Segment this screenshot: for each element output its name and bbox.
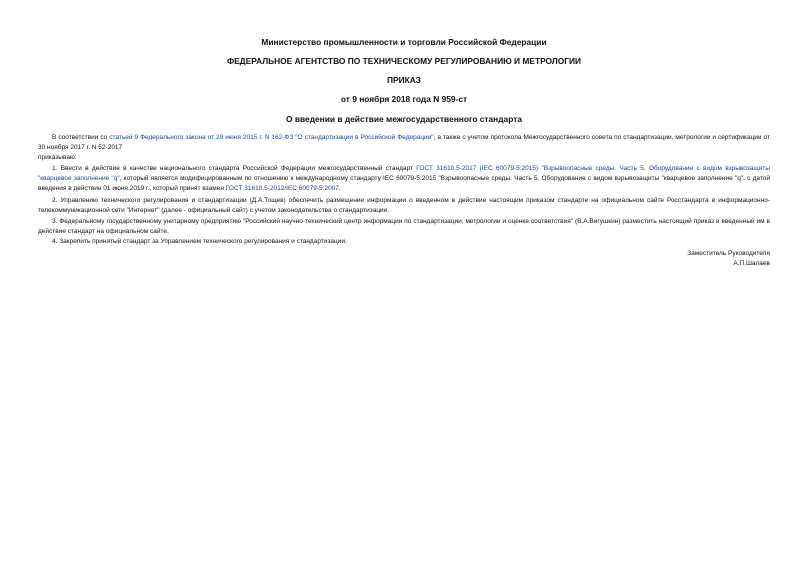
document-title: О введении в действие межгосударственного стандарта [286, 114, 522, 124]
federal-law-link[interactable]: статьей 9 Федерального закона от 29 июня 2015 г. N 162-ФЗ "О стандартизации в Российской Федерации" [109, 134, 434, 141]
item-1-text-1: 1. Ввести в действие в качестве национального стандарта Российской Федерации межгосударственный стандарт [52, 165, 417, 172]
order-word: приказываю: [38, 154, 77, 161]
gost-31610-5-2017-link[interactable]: ГОСТ 31610.5-2017 (IEC 60079-5:2015) [416, 165, 539, 172]
item-1-paragraph [38, 164, 770, 194]
gost-31610-5-2012-link[interactable]: ГОСТ 31610.5-2012/IEC 60079-5:2007 [225, 185, 339, 192]
document-type: ПРИКАЗ [386, 75, 422, 85]
signatory-name: А.П.Шалаев [733, 260, 770, 267]
agency-name: ФЕДЕРАЛЬНОЕ АГЕНТСТВО ПО ТЕХНИЧЕСКОМУ РЕГУЛИРОВАНИЮ И МЕТРОЛОГИИ [226, 56, 582, 66]
intro-paragraph [38, 133, 770, 153]
document-date-number: от 9 ноября 2018 года N 959-ст [340, 94, 468, 104]
intro-text-1: В соответствии со [52, 134, 110, 141]
standard-title-link[interactable]: "Взрывоопасные среды. Часть 5. Оборудование с видом взрывозащиты "кварцевое заполнение "q" [38, 165, 771, 182]
intro-text-2: , а также с учетом протокола Межгосударственного совета по стандартизации, метрологии и сертификации от 30 ноября 2017 г. N 52-2017 [38, 134, 770, 151]
item-1-text-4: . [338, 185, 341, 192]
item-4-paragraph: 4. Закрепить принятый стандарт за Управлением технического регулирования и стандартизации. [52, 238, 347, 245]
item-2-paragraph: 2. Управлению технического регулирования и стандартизации (Д.А.Тощев) обеспечить размещение информации о введенном в действие настоящим приказом стандарте на официальном сайте Росстандарта в информационно-телекоммуникационной сети "Интернет" (далее - официальный сайт) с учетом законодательства о стандартизации. [38, 197, 770, 214]
ministry-name: Министерство промышленности и торговли Российской Федерации [261, 37, 547, 47]
item-3-paragraph: 3. Федеральному государственному унитарному предприятию "Российский научно-технический центр информации по стандартизации, метрологии и оценке соответствия" (В.А.Вигушкин) разместить настоящий приказ и введенный им в действие стандарт на официальном сайте. [38, 218, 770, 235]
item-1-text-3: , который является модифицированным по отношению к международному стандарту IEC 60079-5:2015 "Взрывоопасные среды. Часть 5. Оборудование с видом взрывозащиты "кварцевое заполнение "q", с датой введения в действие 01 июня 2019 г., который принят взамен [38, 175, 770, 192]
signatory-position: Заместитель Руководителя [687, 250, 770, 257]
